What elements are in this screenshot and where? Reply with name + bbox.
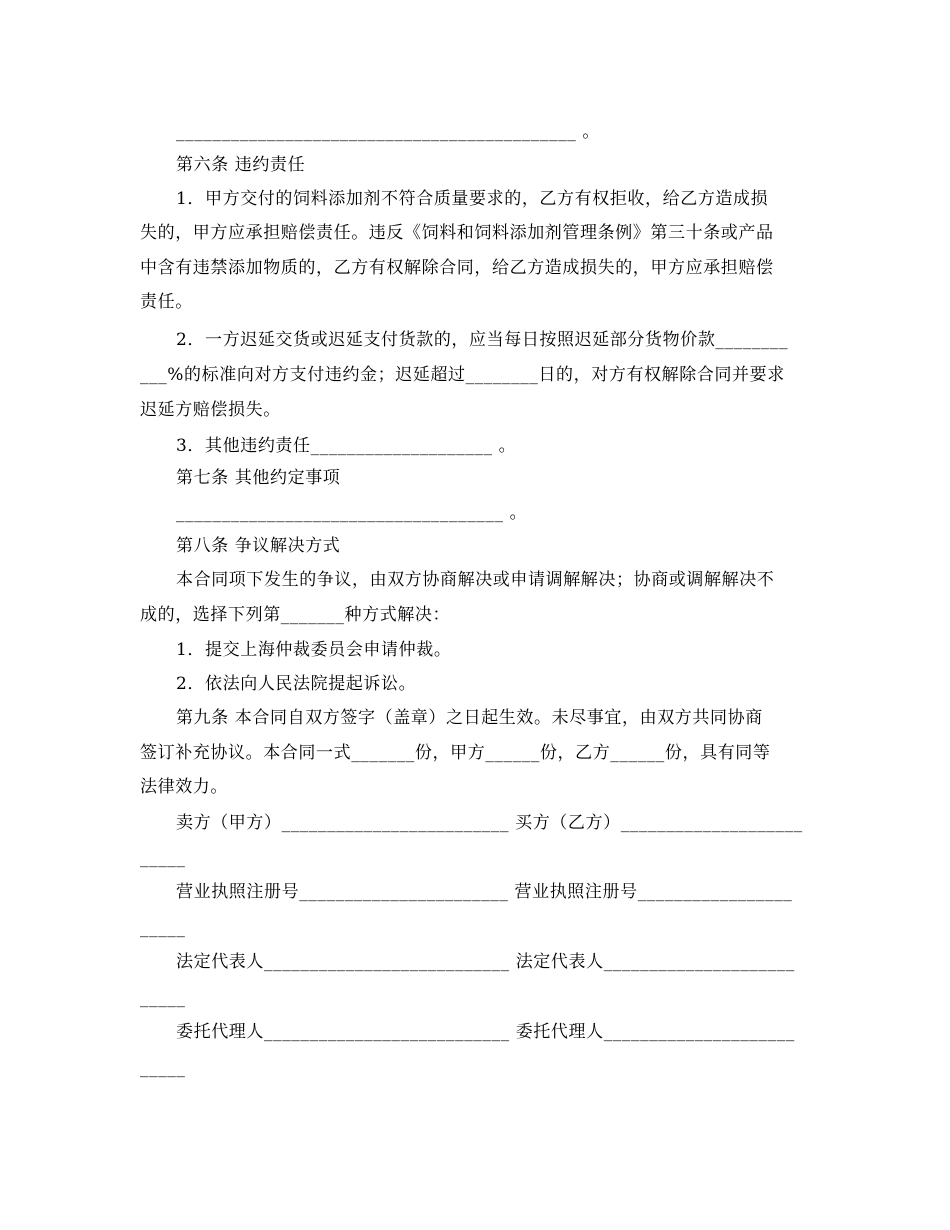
- signature-seller-buyer-overflow: _____: [140, 848, 186, 868]
- article-6-item-1-line-2: 失的，甲方应承担赔偿责任。违反《饲料和饲料添加剂管理条例》第三十条或产品: [140, 223, 774, 243]
- article-6-item-2-line-1: 2．一方迟延交货或迟延支付货款的，应当每日按照迟延部分货物价款________: [176, 330, 789, 350]
- signature-license-number-overflow: _____: [140, 918, 186, 938]
- article-7-heading: 第七条 其他约定事项: [176, 468, 341, 488]
- signature-license-number: 营业执照注册号_______________________ 营业执照注册号_________________: [176, 882, 793, 902]
- article-6-item-1-line-3: 中含有违禁添加物质的，乙方有权解除合同，给乙方造成损失的，甲方应承担赔偿: [140, 258, 774, 278]
- article-6-item-1-line-4: 责任。: [140, 292, 193, 312]
- signature-seller-buyer: 卖方（甲方）_________________________ 买方（乙方）____________________: [176, 813, 803, 833]
- article-6-item-1-line-1: 1．甲方交付的饲料添加剂不符合质量要求的，乙方有权拒收，给乙方造成损: [176, 189, 769, 209]
- article-9-line-1: 第九条 本合同自双方签字（盖章）之日起生效。未尽事宜，由双方共同协商: [176, 708, 763, 728]
- article-8-text-line-1: 本合同项下发生的争议，由双方协商解决或申请调解解决；协商或调解解决不: [176, 570, 775, 590]
- article-6-item-2-line-2: ___%的标准向对方支付违约金；迟延超过________日的，对方有权解除合同并要求: [140, 365, 785, 385]
- signature-authorized-agent-overflow: _____: [140, 1058, 186, 1078]
- clause-5-blank-line: ____________________________________________ 。: [176, 122, 601, 142]
- signature-legal-representative-overflow: _____: [140, 988, 186, 1008]
- article-8-text-line-2: 成的，选择下列第_______种方式解决：: [140, 605, 451, 625]
- article-6-item-3: 3．其他违约责任____________________ 。: [176, 436, 517, 456]
- article-6-heading: 第六条 违约责任: [176, 155, 306, 175]
- article-8-option-2: 2．依法向人民法院提起诉讼。: [176, 674, 417, 694]
- signature-authorized-agent: 委托代理人___________________________ 委托代理人_____________________: [176, 1022, 795, 1042]
- signature-legal-representative: 法定代表人___________________________ 法定代表人_____________________: [176, 952, 795, 972]
- article-7-blank-line: ____________________________________ 。: [176, 503, 528, 523]
- article-8-option-1: 1．提交上海仲裁委员会申请仲裁。: [176, 640, 452, 660]
- article-9-line-2: 签订补充协议。本合同一式_______份，甲方______份，乙方______份，具有同等: [140, 743, 771, 763]
- article-8-heading: 第八条 争议解决方式: [176, 536, 341, 556]
- article-9-line-3: 法律效力。: [140, 777, 228, 797]
- article-6-item-2-line-3: 迟延方赔偿损失。: [140, 400, 281, 420]
